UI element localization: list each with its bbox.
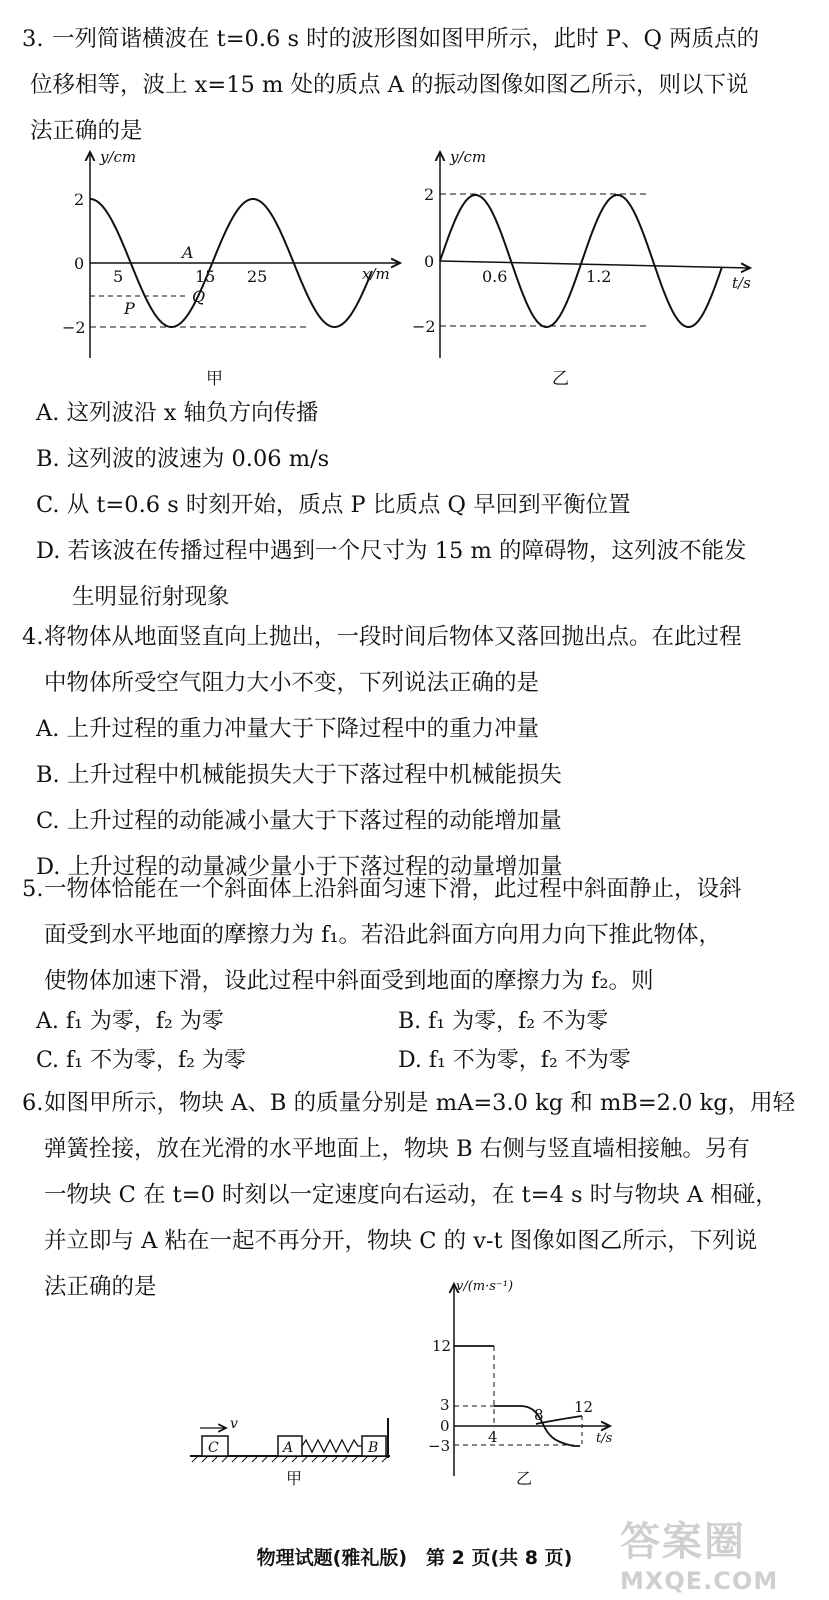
q3-jia-point-a: A [182,243,194,262]
q3-jia-ytick-2: 2 [74,190,85,209]
q5-option-b: B. f₁ 为零，f₂ 不为零 [398,1009,609,1034]
q5-line-3: 使物体加速下滑，设此过程中斜面受到地面的摩擦力为 f₂。则 [44,968,654,994]
q5-option-a: A. f₁ 为零，f₂ 为零 [36,1009,224,1034]
q6-block-b-label: B [368,1440,379,1456]
q6-block-a-label: A [283,1440,294,1456]
q6-number: 6. [22,1090,44,1116]
q6-line-2: 弹簧拴接，放在光滑的水平地面上，物块 B 右侧与竖直墙相接触。另有 [44,1136,750,1162]
q6-vt-ytick-12: 12 [432,1337,452,1355]
q3-jia-xtick-15: 15 [195,267,216,286]
q5-number: 5. [22,876,44,902]
q3-jia-caption: 甲 [206,369,223,389]
q3-yi-xtick-0.6: 0.6 [482,267,508,286]
q3-wave-graph [60,148,420,398]
q3-yi-ytick-0: 0 [424,252,435,271]
q3-jia-x-label: x/m [362,265,390,283]
q3-jia-y-label: y/cm [100,148,137,166]
q3-option-c: C. 从 t=0.6 s 时刻开始，质点 P 比质点 Q 早回到平衡位置 [36,492,631,518]
q6-vt-xtick-8: 8 [534,1406,544,1424]
q6-vt-ytick-minus3: −3 [428,1437,451,1455]
q4-option-b: B. 上升过程中机械能损失大于下落过程中机械能损失 [36,762,562,788]
q3-yi-wave-curve [440,195,722,327]
q3-option-a: A. 这列波沿 x 轴负方向传播 [36,400,319,426]
q6-spring [302,1440,362,1452]
q3-jia-ytick-0: 0 [74,254,85,273]
q3-yi-ytick-minus2: −2 [412,317,436,336]
q6-block-diagram [186,1400,416,1490]
q3-option-d-cont: 生明显衍射现象 [72,584,230,610]
q4-line-1: 4.将物体从地面竖直向上抛出，一段时间后物体又落回抛出点。在此过程 [22,614,815,660]
question-3 [22,16,815,154]
q3-jia-xtick-5: 5 [113,267,124,286]
q3-jia-ytick-minus2: −2 [62,318,86,337]
q3-yi-ytick-2: 2 [424,185,435,204]
q6-vt-ytick-0: 0 [440,1417,450,1435]
q3-yi-caption: 乙 [552,369,569,389]
q6-line-5: 法正确的是 [44,1274,157,1300]
q6-line-4: 并立即与 A 粘在一起不再分开，物块 C 的 v-t 图像如图乙所示，下列说 [44,1228,758,1254]
q6-vt-x-label: t/s [596,1431,613,1446]
q6-block-diagram-caption: 甲 [286,1469,303,1488]
question-6 [22,1080,815,1310]
page-footer: 物理试题(雅礼版) 第 2 页(共 8 页) [256,1547,573,1569]
q3-line-1: 3. 一列简谐横波在 t=0.6 s 时的波形图如图甲所示，此时 P、Q 两质点的 [22,16,815,62]
q6-vt-xtick-4: 4 [488,1428,498,1446]
q3-options [22,390,815,620]
q6-line-1: 6.如图甲所示，物块 A、B 的质量分别是 mA=3.0 kg 和 mB=2.0 kg，用轻 [22,1080,815,1126]
q3-jia-point-p: P [124,299,135,318]
q6-vt-velocity-curve [454,1346,582,1446]
q5-option-d: D. f₁ 不为零，f₂ 不为零 [398,1048,631,1073]
q3-line-3: 法正确的是 [30,118,143,144]
q4-line-2: 中物体所受空气阻力大小不变，下列说法正确的是 [44,670,540,696]
q3-line-2: 位移相等，波上 x=15 m 处的质点 A 的振动图像如图乙所示，则以下说 [30,72,749,98]
q5-line-2: 面受到水平地面的摩擦力为 f₁。若沿此斜面方向用力向下推此物体， [44,922,722,948]
q6-block-c-label: C [208,1440,219,1456]
q4-option-a: A. 上升过程的重力冲量大于下降过程中的重力冲量 [36,716,540,742]
q3-jia-xtick-25: 25 [247,267,268,286]
q3-option-b: B. 这列波的波速为 0.06 m/s [36,446,330,472]
q6-vt-ytick-3: 3 [440,1396,450,1414]
watermark-bottom: MXQE.COM [620,1567,779,1595]
question-4 [22,614,815,890]
q4-option-c: C. 上升过程的动能减小量大于下落过程的动能增加量 [36,808,562,834]
q3-yi-x-label: t/s [732,274,751,292]
q4-number: 4. [22,624,44,650]
q6-vt-y-label: v/(m·s⁻¹) [456,1279,514,1294]
q3-yi-y-label: y/cm [450,148,487,166]
q3-option-d: D. 若该波在传播过程中遇到一个尺寸为 15 m 的障碍物，这列波不能发 [36,538,747,564]
q6-line-3: 一物块 C 在 t=0 时刻以一定速度向右运动，在 t=4 s 时与物块 A 相碰， [44,1182,778,1208]
q6-vt-caption: 乙 [516,1469,533,1488]
q5-option-c: C. f₁ 不为零，f₂ 为零 [36,1048,246,1073]
watermark [620,1510,820,1595]
q4-option-d: D. 上升过程的动量减少量小于下落过程的动量增加量 [36,854,563,880]
q3-number: 3. [22,26,44,52]
q3-yi-xtick-1.2: 1.2 [586,267,612,286]
q6-velocity-label: v [230,1416,238,1432]
q5-line-1: 5.一物体恰能在一个斜面体上沿斜面匀速下滑，此过程中斜面静止，设斜 [22,866,815,912]
question-5 [22,866,815,1004]
watermark-top: 答案圈 [620,1519,746,1565]
q6-vt-graph [424,1276,644,1496]
q3-vibration-graph [410,148,790,398]
q6-vt-xtick-12: 12 [574,1398,594,1416]
q3-jia-point-q: Q [192,287,206,306]
